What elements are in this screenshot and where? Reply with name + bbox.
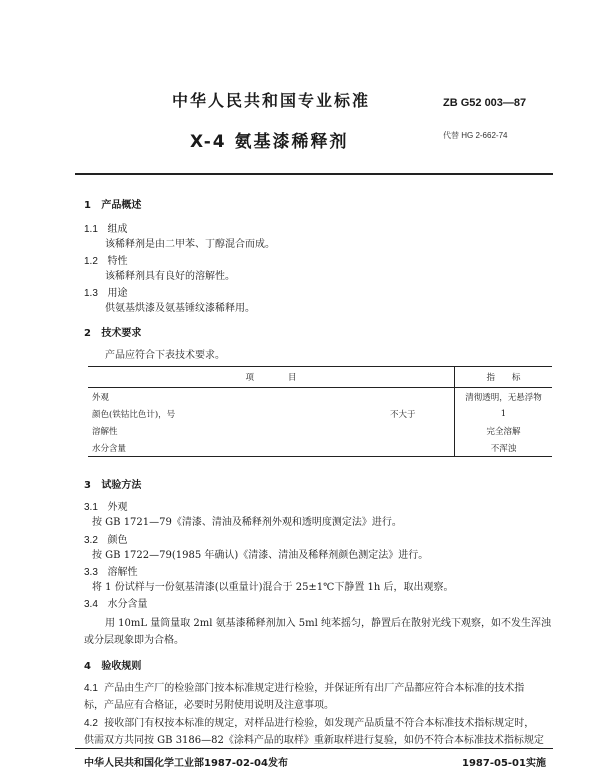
- section-3-1-heading: 3.1 外观: [84, 502, 128, 513]
- table-cell-condition: [386, 422, 455, 439]
- replaces-note: 代替 HG 2-662-74: [443, 131, 508, 140]
- table-cell-condition: 不大于: [390, 409, 416, 420]
- table-header-spec: 指 标: [455, 367, 553, 388]
- effective-date: 1987-05-01实施: [462, 758, 546, 769]
- section-1-1-text: 该稀释剂是由二甲苯、丁醇混合而成。: [105, 239, 275, 250]
- section-3-heading: 3 试验方法: [84, 480, 142, 491]
- section-4-2-line1: 4.2 接收部门有权按本标准的规定，对样品进行检验，如发现产品质量不符合本标准技术指标规定时，: [84, 718, 535, 729]
- table-cell-condition: [386, 439, 455, 457]
- section-3-4-text-line1: 用 10mL 量筒量取 2ml 氨基漆稀释剂加入 5ml 纯苯摇匀，静置后在散射光线下观察，如不发生浑浊: [105, 618, 552, 629]
- table-cell-item: 溶解性: [92, 426, 118, 437]
- table-cell-item: 外观: [92, 392, 110, 403]
- section-1-1-heading: 1.1 组成: [84, 224, 128, 235]
- section-1-3-heading: 1.3 用途: [84, 288, 128, 299]
- table-row: [88, 388, 552, 406]
- footer-rule: [75, 748, 553, 749]
- section-3-1-text: 按 GB 1721—79《清漆、清油及稀释剂外观和透明度测定法》进行。: [92, 517, 402, 528]
- section-3-4-heading: 3.4 水分含量: [84, 599, 148, 610]
- section-3-3-heading: 3.3 溶解性: [84, 567, 138, 578]
- document-title: X-4 氨基漆稀释剂: [190, 132, 349, 152]
- section-4-1-line2: 标，产品应有合格证，必要时另附使用说明及注意事项。: [84, 700, 334, 711]
- table-row: [88, 422, 552, 439]
- table-row: [88, 405, 552, 422]
- table-cell-item: 颜色(铁钴比色计)，号: [92, 409, 176, 420]
- header-rule: [75, 173, 553, 175]
- section-3-2-text: 按 GB 1722—79(1985 年确认)《清漆、清油及稀释剂颜色测定法》进行。: [92, 550, 429, 561]
- section-1-heading: 1 产品概述: [84, 200, 142, 211]
- table-cell-spec: 不浑浊: [455, 439, 553, 457]
- table-cell-spec: 清彻透明，无悬浮物: [455, 388, 553, 406]
- section-2-intro: 产品应符合下表技术要求。: [105, 350, 225, 361]
- issuer-line: 中华人民共和国化学工业部1987-02-04发布: [84, 758, 288, 769]
- section-3-2-heading: 3.2 颜色: [84, 535, 128, 546]
- table-cell-item: 水分含量: [92, 443, 127, 454]
- table-header-item: 项 目: [245, 373, 297, 383]
- standard-number: ZB G52 003—87: [443, 97, 527, 109]
- section-2-heading: 2 技术要求: [84, 328, 142, 339]
- section-4-heading: 4 验收规则: [84, 661, 142, 672]
- org-title: 中华人民共和国专业标准: [172, 91, 371, 110]
- table-cell-spec: 完全溶解: [455, 422, 553, 439]
- table-cell-spec: 1: [455, 405, 553, 422]
- section-4-1-line1: 4.1 产品由生产厂的检验部门按本标准规定进行检验，并保证所有出厂产品都应符合本标准的技术指: [84, 683, 525, 694]
- section-1-3-text: 供氨基烘漆及氨基锤纹漆稀释用。: [105, 303, 255, 314]
- section-4-2-line2: 供需双方共同按 GB 3186—82《涂料产品的取样》重新取样进行复验，如仍不符合本标准技术指标规定: [84, 735, 544, 746]
- requirements-table: [88, 366, 552, 457]
- table-cell-condition: [386, 388, 455, 406]
- section-1-2-text: 该稀释剂具有良好的溶解性。: [105, 271, 235, 282]
- table-header-row: [88, 367, 552, 388]
- section-3-4-text-line2: 或分层现象即为合格。: [84, 635, 184, 646]
- table-row: [88, 439, 552, 457]
- section-1-2-heading: 1.2 特性: [84, 256, 128, 267]
- section-3-3-text: 将 1 份试样与一份氨基清漆(以重量计)混合于 25±1℃下静置 1h 后，取出观察。: [92, 582, 454, 593]
